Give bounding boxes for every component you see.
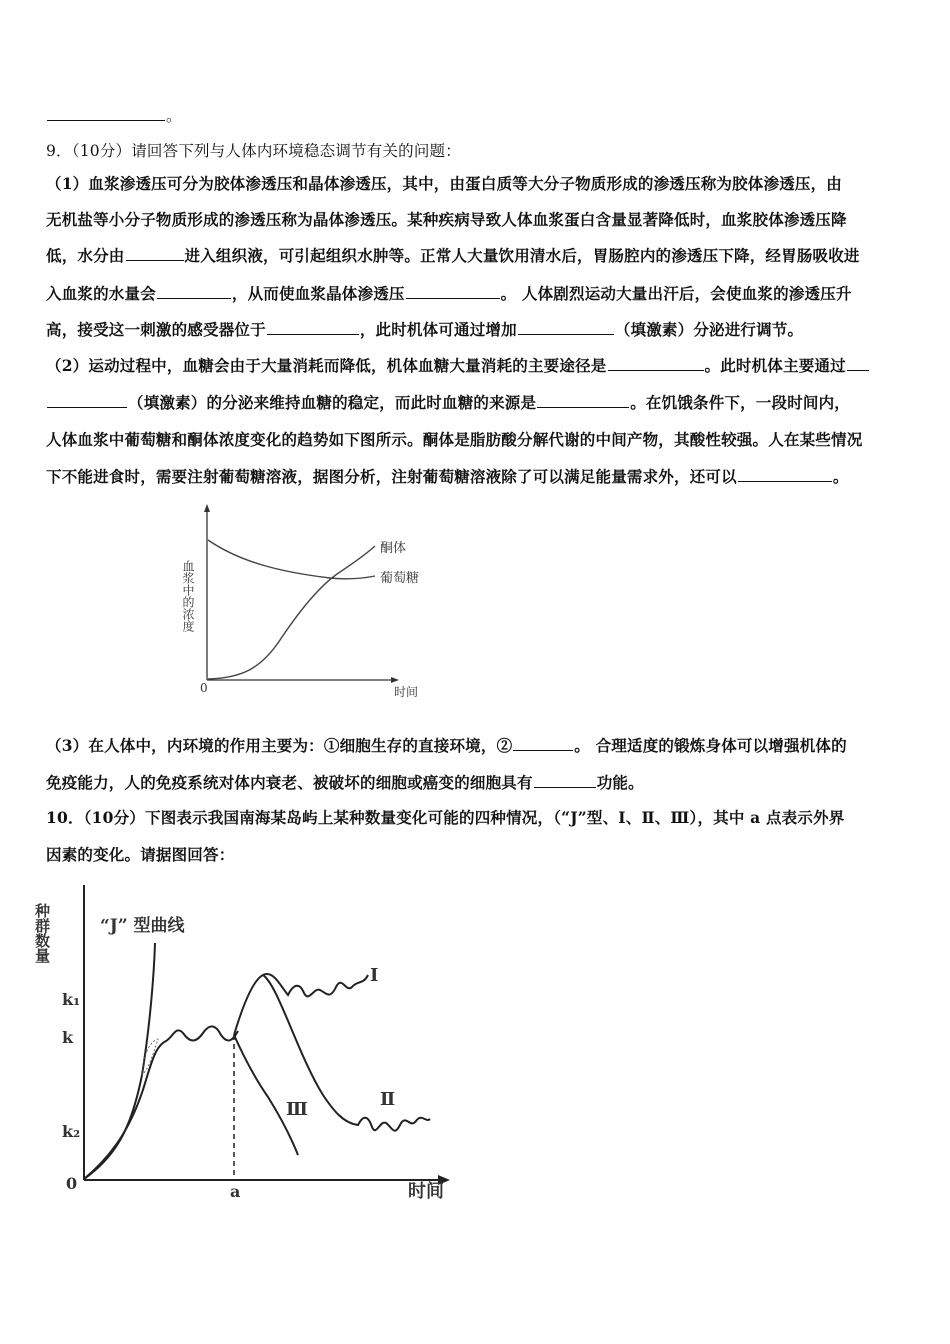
q10-line2: 因素的变化。请据图回答： [46,845,235,864]
text: （填激素）的分泌来维持血糖的稳定，而此时血糖的来源是 [128,393,537,412]
answer-blank [738,480,832,482]
answer-blank [157,297,231,299]
curve-III-label: Ⅲ [286,1099,308,1120]
j-curve [84,943,155,1179]
j-curve-label: “J” 型曲线 [100,916,185,936]
k2-label: k₂ [62,1122,81,1141]
curve-I [234,974,368,1035]
q9-p2-line4 [46,465,849,487]
glucose-label: 葡萄糖 [380,571,420,586]
text: 。在饥饿条件下，一段时间内， [630,393,851,412]
y-axis-label: 血浆中的浓度 [181,560,195,632]
text: 。此时机体主要通过 [704,356,846,375]
text: （3）在人体中，内环境的作用主要为：①细胞生存的直接环境，② [46,736,513,755]
x-axis-label: 时间 [394,685,419,699]
answer-blank [847,369,869,371]
answer-blank [47,119,165,121]
origin-label: 0 [66,1174,78,1193]
curve-III [234,1035,298,1155]
q9-p2-line2 [46,391,850,413]
a-label: a [230,1182,241,1201]
text: 。 人体剧烈运动大量出汗后，会使血浆的渗透压升 [500,284,852,303]
answer-blank [267,333,359,335]
text: 功能。 [596,773,644,792]
curve-II-label: Ⅱ [380,1089,396,1110]
answer-blank [518,333,614,335]
text: 高，接受这一刺激的感受器位于 [46,320,266,339]
text: 。 [832,467,849,486]
answer-blank [513,749,573,751]
q9-p1-line2: 无机盐等小分子物质形成的渗透压称为晶体渗透压。某种疾病导致人体血浆蛋白含量显著降低时，血浆胶体渗透压降 [46,210,847,229]
answer-blank [608,369,704,371]
text: 低，水分由 [46,246,125,265]
q9-header: 9．（10分）请回答下列与人体内环境稳态调节有关的问题： [46,142,461,160]
q9-p1-line4 [46,282,852,304]
answer-blank [534,786,596,788]
k1-label: k₁ [62,990,81,1009]
origin-label: 0 [200,681,208,695]
answer-blank [47,406,127,408]
k-label: k [62,1028,74,1047]
x-axis-arrow [391,677,399,683]
q9-p3-line2 [46,771,644,793]
curve-I-label: Ⅰ [370,965,379,986]
glucose-curve [208,540,375,579]
q9-p2-line3: 人体血浆中葡萄糖和酮体浓度变化的趋势如下图所示。酮体是脂肪酸分解代谢的中间产物，其酸性较强。人在某些情况 [46,430,863,449]
answer-blank [126,259,184,261]
y-axis-label: 种群数量 [33,903,51,963]
answer-blank [537,406,629,408]
q10-header: 10．（10分）下图表示我国南海某岛屿上某种数量变化可能的四种情况，（“J”型、Ⅰ、Ⅱ、Ⅲ），其中 a 点表示外界 [46,808,845,827]
text: 入血浆的水量会 [46,284,156,303]
period: 。 [166,107,182,125]
text: 下不能进食时，需要注射葡萄糖溶液，据图分析，注射葡萄糖溶液除了可以满足能量需求外，还可以 [46,467,737,486]
figure-population-curves [33,875,468,1205]
answer-blank [406,297,500,299]
ketone-label: 酮体 [380,541,407,556]
q9-p1-line3 [46,244,860,266]
text: （2）运动过程中，血糖会由于大量消耗而降低，机体血糖大量消耗的主要途径是 [46,356,607,375]
text: ，从而使血浆晶体渗透压 [231,284,405,303]
q9-p1-line5 [46,318,803,340]
s-curve [84,1026,238,1179]
q9-p1-line1: （1）血浆渗透压可分为胶体渗透压和晶体渗透压，其中，由蛋白质等大分子物质形成的渗透压称为胶体渗透压，由 [46,174,842,193]
y-axis-arrow [204,504,210,512]
text: ，此时机体可通过增加 [359,320,517,339]
previous-answer-line [46,104,182,126]
text: 进入组织液，可引起组织水肿等。正常人大量饮用清水后，胃肠腔内的渗透压下降，经胃肠吸收进 [184,246,860,265]
text: 免疫能力，人的免疫系统对体内衰老、被破坏的细胞或癌变的细胞具有 [46,773,533,792]
figure-glucose-ketone [180,500,440,700]
q9-p2-line1 [46,354,870,376]
q9-p3-line1 [46,734,847,756]
x-axis-label: 时间 [408,1181,444,1202]
text: 。 合理适度的锻炼身体可以增强机体的 [574,736,847,755]
ketone-curve [208,546,375,679]
text: （填激素）分泌进行调节。 [614,320,804,339]
